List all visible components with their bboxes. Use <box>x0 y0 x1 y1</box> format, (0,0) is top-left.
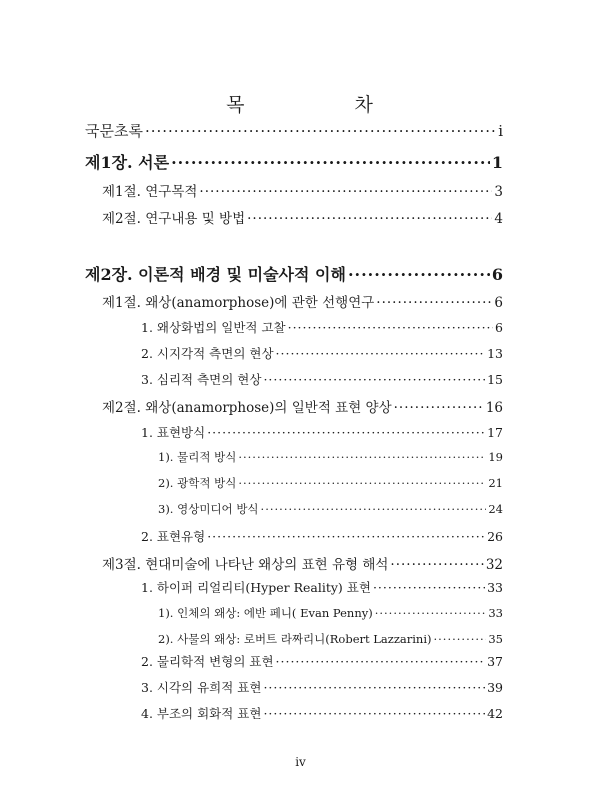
toc-entry-label: 제2장. 이론적 배경 및 미술사적 이해 <box>85 265 346 284</box>
dot-leader <box>207 425 485 440</box>
toc-entry-page: 13 <box>487 346 503 361</box>
toc-entry-page: 33 <box>488 606 503 620</box>
dot-leader <box>263 680 485 695</box>
toc-entry <box>158 501 503 517</box>
toc-entry <box>102 396 503 416</box>
toc-entry-page: 42 <box>487 706 503 721</box>
toc-entry-page: 24 <box>488 502 503 516</box>
toc-entry <box>85 150 503 173</box>
toc-entry <box>158 475 503 491</box>
dot-leader <box>199 184 492 200</box>
toc-entry-page: 19 <box>488 450 503 464</box>
toc-entry-label: 3). 영상미디어 방식 <box>158 502 259 516</box>
dot-leader <box>207 529 485 544</box>
dot-leader <box>263 706 485 721</box>
dot-leader <box>261 502 487 516</box>
dot-leader <box>288 320 493 335</box>
dot-leader <box>373 580 485 595</box>
page-number: iv <box>295 755 306 769</box>
toc-entry-label: 2). 사물의 왜상: 로버트 라짜리니(Robert Lazzarini) <box>158 632 432 646</box>
toc-entry-page: 32 <box>485 557 503 573</box>
dot-leader <box>247 211 492 227</box>
toc-entry-label: 1). 물리적 방식 <box>158 450 237 464</box>
dot-leader <box>394 400 484 416</box>
toc-entry-label: 2. 시지각적 측면의 현상 <box>141 346 274 361</box>
toc-entry-label: 1. 왜상화법의 일반적 고찰 <box>141 320 286 335</box>
toc-entry-label: 1. 표현방식 <box>141 425 206 440</box>
toc-entry <box>158 605 503 621</box>
toc-entry-label: 1. 하이퍼 리얼리티(Hyper Reality) 표현 <box>141 580 371 595</box>
dot-leader <box>276 654 486 669</box>
toc-entry <box>141 318 503 336</box>
toc-entry-label: 제1절. 왜상(anamorphose)에 관한 선행연구 <box>102 295 375 311</box>
toc-entry-page: 4 <box>494 211 503 227</box>
toc-entry-page: 17 <box>487 425 503 440</box>
toc-entry <box>141 527 503 545</box>
toc-entry-page: 6 <box>495 320 503 335</box>
toc-entry-label: 4. 부조의 회화적 표현 <box>141 706 262 721</box>
dot-leader <box>276 346 486 361</box>
toc-entry <box>102 553 503 573</box>
toc-entry <box>102 291 503 311</box>
toc-entry <box>141 370 503 388</box>
toc-entry-page: 16 <box>485 400 503 416</box>
toc-entry <box>158 631 503 647</box>
dot-leader <box>434 632 487 646</box>
toc-entry-page: 37 <box>487 654 503 669</box>
toc-entry <box>141 704 503 722</box>
dot-leader <box>238 450 486 464</box>
dot-leader <box>238 476 486 490</box>
toc-entry-label: 제2절. 연구내용 및 방법 <box>102 211 246 227</box>
toc-entry-page: 3 <box>494 184 503 200</box>
toc-entry-page: i <box>498 122 503 140</box>
dot-leader <box>145 122 496 140</box>
toc-entry-page: 15 <box>487 372 503 387</box>
toc-entry-label: 제1장. 서론 <box>85 153 170 172</box>
toc-entry-label: 1). 인체의 왜상: 에반 페니( Evan Penny) <box>158 606 373 620</box>
toc-entry-page: 35 <box>488 632 503 646</box>
toc-entry-label: 제3절. 현대미술에 나타난 왜상의 표현 유형 해석 <box>102 557 389 573</box>
toc-entry-label: 3. 시각의 유희적 표현 <box>141 680 262 695</box>
dot-leader <box>171 153 490 172</box>
dot-leader <box>263 372 485 387</box>
toc-entry <box>85 120 503 141</box>
dot-leader <box>390 557 483 573</box>
toc-entry-label: 2). 광학적 방식 <box>158 476 237 490</box>
toc-entry-page: 6 <box>491 265 503 284</box>
toc-entry-page: 6 <box>494 295 503 311</box>
dot-leader <box>376 295 492 311</box>
toc-entry-label: 국문초록 <box>85 122 143 140</box>
toc-entry-label: 2. 표현유형 <box>141 529 206 544</box>
toc-entry <box>85 262 503 285</box>
toc-entry <box>141 678 503 696</box>
toc-entry-label: 3. 심리적 측면의 현상 <box>141 372 262 387</box>
toc-entry <box>141 344 503 362</box>
page-title: 목 차 <box>226 94 425 116</box>
toc-entry-label: 제2절. 왜상(anamorphose)의 일반적 표현 양상 <box>102 400 392 416</box>
toc-entry-page: 33 <box>487 580 503 595</box>
dot-leader <box>348 265 490 284</box>
dot-leader <box>375 606 487 620</box>
toc-entry-label: 2. 물리학적 변형의 표현 <box>141 654 274 669</box>
toc-entry-page: 26 <box>487 529 503 544</box>
toc-entry <box>102 207 503 227</box>
toc-entry-label: 제1절. 연구목적 <box>102 184 198 200</box>
toc-entry <box>158 449 503 465</box>
toc-entry <box>141 578 503 596</box>
toc-entry <box>141 423 503 441</box>
toc-entry-page: 1 <box>491 153 503 172</box>
toc-entry-page: 21 <box>488 476 503 490</box>
toc-entry <box>141 652 503 670</box>
toc-entry-page: 39 <box>487 680 503 695</box>
toc-entry <box>102 180 503 200</box>
